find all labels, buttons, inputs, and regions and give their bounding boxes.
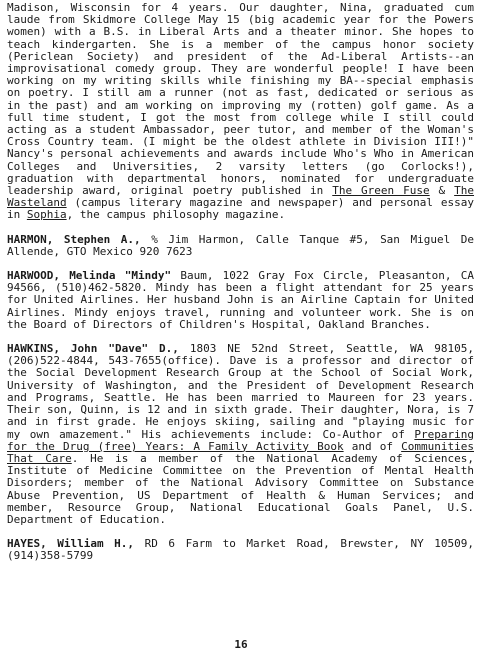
entry-text: % Jim Harmon, Calle Tanque #5, San Miguel De Allende, GTO Mexico 920 7623 (7, 232, 474, 258)
directory-entry-hayes (7, 538, 474, 562)
continued-entry-text-mid: (campus literary magazine and newspaper) and personal essay in (7, 196, 474, 222)
entry-text: 1803 NE 52nd Street, Seattle, WA 98105, (206)522-4844, 543-7655(office). Dave is a professor and director of the Social Development Research Group at the School of Social Work, University of Washington, and the President of Development Research and Programs, Seattle. He has been married to Maureen for 23 years. Their son, Quinn, is 12 and in sixth grade. Their daughter, Nora, is 7 and in first grade. He enjoys skiing, sailing and "playing music for my own amazement." His achievements include: Co-Author of (7, 342, 474, 441)
entry-name: HAYES, William H., (7, 537, 135, 551)
directory-entry-harmon (7, 234, 474, 258)
continued-entry-text-end: , the campus philosophy magazine. (66, 208, 286, 222)
directory-entry-harwood (7, 270, 474, 331)
continued-entry (7, 2, 474, 222)
ampersand: & (429, 184, 455, 198)
directory-page (7, 2, 474, 563)
entry-name: HAWKINS, John "Dave" D., (7, 342, 179, 356)
book-title-preparing: Preparing for the Drug (free) Years: A Family Activity Book (7, 427, 474, 453)
newspaper-title-wasteland: The Wasteland (7, 184, 475, 210)
continued-entry-text: Madison, Wisconsin for 4 years. Our daughter, Nina, graduated cum laude from Skidmore College May 15 (big academic year for the Powers women) with a B.S. in Liberal Arts and a theater minor. She hopes to teach kindergarten. She is a member of the campus honor society (Periclean Society) and president of the Ad-Liberal Artists--an improvisational comedy group. They are wonderful people! I have been working on my writing skills while finishing my BA--special emphasis on poetry. I still am a runner (not as fast, dedicated or serious as in the past) and am working on improving my (rotten) golf game. As a full time student, I got the most from college while I still could acting as a student Ambassador, peer tutor, and member of the Woman's Cross Country team. (I might be the oldest athlete in Division III!)" Nancy's personal achievements and awards include Who's Who in American Colleges and Universities, 2 varsity letters (go Corlocks!), graduation with departmental honors, nominated for undergraduate leadership award, original poetry published in (7, 1, 474, 198)
magazine-title-sophia: Sophia (26, 208, 67, 222)
entry-name: HARMON, Stephen A., (7, 232, 141, 246)
entry-name: HARWOOD, Melinda "Mindy" (7, 269, 172, 283)
directory-entry-hawkins (7, 343, 474, 526)
magazine-title-green-fuse: The Green Fuse (332, 184, 430, 198)
entry-text-and: and of (343, 439, 402, 453)
entry-text: RD 6 Farm to Market Road, Brewster, NY 10509, (914)358-5799 (7, 537, 474, 563)
book-title-communities: Communities That Care (7, 439, 474, 465)
page-number: 16 (234, 638, 248, 651)
entry-text-after: . He is a member of the National Academy of Sciences, Institute of Medicine Committee on the Prevention of Mental Health Disorders; member of the National Advisory Committee on Substance Abuse Prevention, US Department of Health & Human Services; and member, Resource Group, National Educational Goals Panel, U.S. Department of Education. (7, 451, 474, 526)
entry-text: Baum, 1022 Gray Fox Circle, Pleasanton, CA 94566, (510)462-5820. Mindy has been a flight attendant for 25 years for United Airlines. Her husband John is an Airline Captain for United Airlines. Mindy enjoys travel, running and volunteer work. She is on the Board of Directors of Children's Hospital, Oakland Branches. (7, 269, 474, 331)
